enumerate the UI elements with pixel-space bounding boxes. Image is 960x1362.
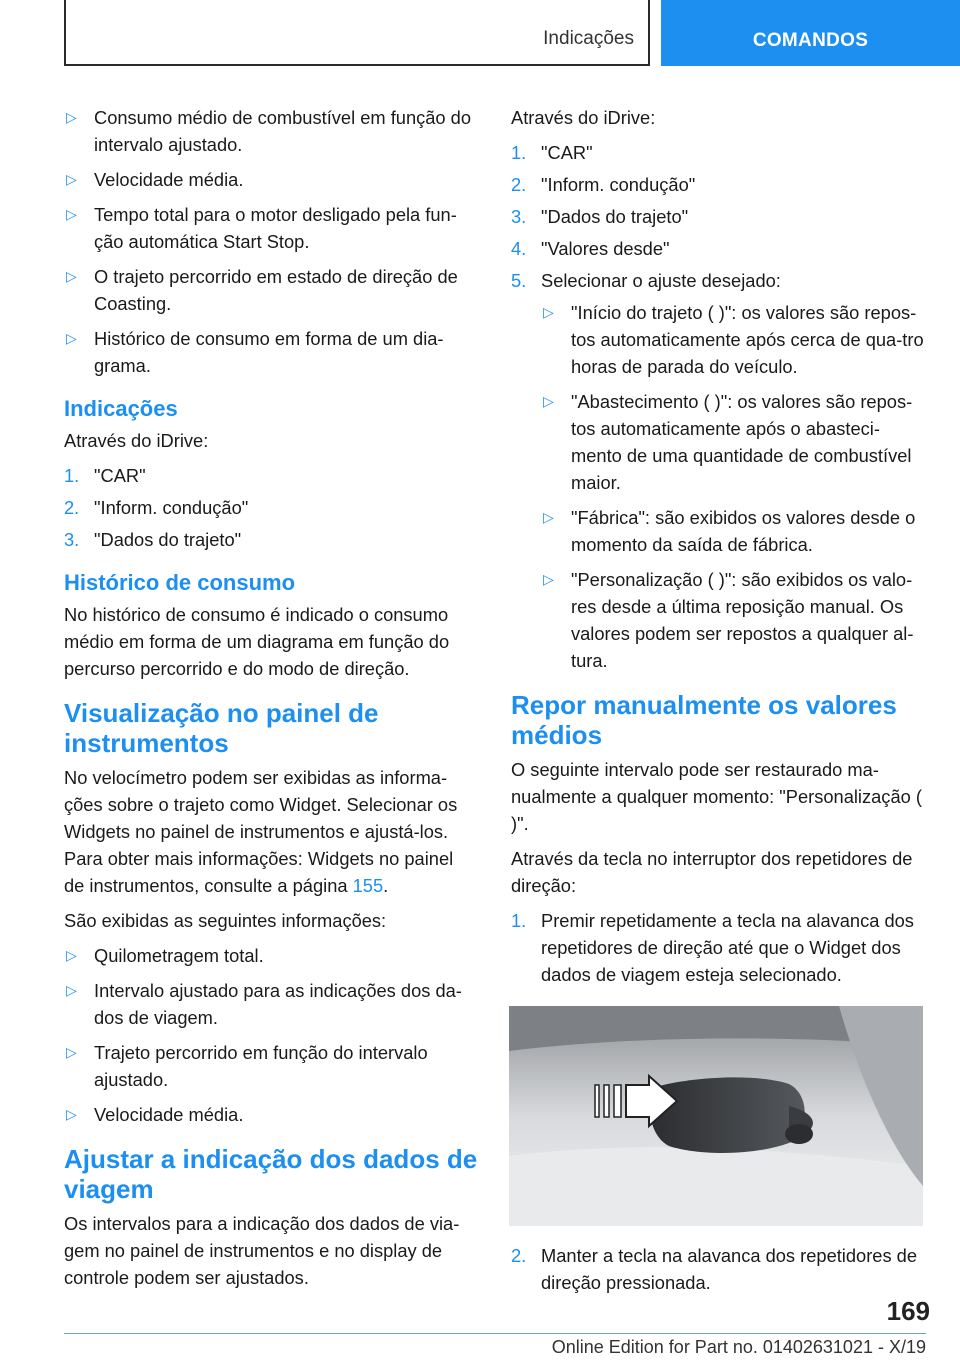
footer-edition: Online Edition for Part no. 01402631021 - X/19 — [551, 1337, 926, 1357]
list-item: 2. "Inform. condução" — [64, 497, 249, 518]
list-item: 2. Manter a tecla na alavanca dos repetidores de direção pressionada. — [511, 1245, 918, 1293]
list-item: 4. "Valores desde" — [511, 238, 670, 259]
bullet-icon: ▷ — [66, 268, 77, 284]
heading-historico: Histórico de consumo — [64, 570, 296, 595]
page-number: 169 — [886, 1296, 930, 1326]
right-column — [511, 104, 929, 1301]
list-item: ▷ Velocidade média. — [64, 1101, 478, 1128]
page-reference-link[interactable]: 155 — [352, 875, 384, 896]
heading-ajustar: Ajustar a indicação dos dados de viagem — [64, 1144, 478, 1204]
heading-indicacoes: Indicações — [64, 396, 178, 421]
header-chapter-label: COMANDOS — [752, 30, 869, 51]
footer-divider — [64, 1333, 926, 1334]
list-item: ▷ Velocidade média. — [64, 166, 478, 193]
header-box — [64, 0, 650, 66]
header-chapter-tab[interactable] — [661, 0, 960, 66]
list-item: ▷ O trajeto percorrido em estado de direção de Coasting. — [64, 263, 478, 317]
bullet-icon: ▷ — [543, 304, 554, 320]
list-item: ▷ "Fábrica": são exibidos os valores desde o momento da saída de fábrica. — [541, 504, 929, 558]
list-item: ▷ "Personalização ( )": são exibidos os valo‐res desde a última reposição manual. Os valores podem ser repostos a qualquer al‐tura. — [541, 566, 929, 674]
paragraph: Os intervalos para a indicação dos dados de via‐gem no painel de instrumentos e no display de controle podem ser ajustados. — [64, 1213, 460, 1288]
paragraph: Através do iDrive: — [511, 107, 656, 128]
bullet-icon: ▷ — [543, 509, 554, 525]
paragraph: O seguinte intervalo pode ser restaurado ma‐nualmente a qualquer momento: "Personalização ( )". — [511, 759, 922, 834]
bullet-icon: ▷ — [66, 206, 77, 222]
list-item: 1. "CAR" — [511, 142, 593, 163]
paragraph: Através da tecla no interruptor dos repetidores de direção: — [511, 848, 913, 896]
bullet-icon: ▷ — [66, 1044, 77, 1060]
bullet-icon: ▷ — [66, 109, 77, 125]
header-section-title: Indicações — [543, 28, 634, 49]
turn-signal-lever-illustration — [509, 1006, 923, 1226]
list-item: 1. Premir repetidamente a tecla na alavanca dos repetidores de direção até que o Widget dos dados de viagem esteja selecionado. — [511, 910, 914, 985]
paragraph: São exibidas as seguintes informações: — [64, 910, 387, 931]
left-column — [64, 104, 478, 1299]
bullet-icon: ▷ — [66, 982, 77, 998]
list-item: 5. Selecionar o ajuste desejado: — [511, 270, 781, 291]
paragraph: Através do iDrive: — [64, 430, 209, 451]
bullet-icon: ▷ — [543, 393, 554, 409]
sub-options-list — [511, 299, 929, 674]
paragraph: No histórico de consumo é indicado o consumo médio em forma de um diagrama em função do percurso percorrido e do modo de direção. — [64, 604, 450, 679]
list-item: ▷ Histórico de consumo em forma de um dia‐grama. — [64, 325, 478, 379]
list-item: ▷ Consumo médio de combustível em função do intervalo ajustado. — [64, 104, 478, 158]
list-item: ▷ Intervalo ajustado para as indicações dos da‐dos de viagem. — [64, 977, 478, 1031]
bullet-icon: ▷ — [66, 947, 77, 963]
list-item: ▷ "Abastecimento ( )": os valores são repos‐tos automaticamente após o abasteci‐mento de uma quantidade de combustível maior. — [541, 388, 929, 496]
list-item: 1. "CAR" — [64, 465, 146, 486]
list-item: ▷ "Início do trajeto ( )": os valores são repos‐tos automaticamente após cerca de qua‐tro horas de parada do veículo. — [541, 299, 929, 380]
bullet-icon: ▷ — [66, 171, 77, 187]
list-item: ▷ Tempo total para o motor desligado pela fun‐ção automática Start Stop. — [64, 201, 478, 255]
heading-repor: Repor manualmente os valores médios — [511, 690, 897, 750]
list-item: 3. "Dados do trajeto" — [64, 529, 242, 550]
list-item: ▷ Quilometragem total. — [64, 942, 478, 969]
heading-visualizacao: Visualização no painel de instrumentos — [64, 698, 379, 758]
list-item: ▷ Trajeto percorrido em função do intervalo ajustado. — [64, 1039, 478, 1093]
bullet-icon: ▷ — [66, 330, 77, 346]
paragraph: No velocímetro podem ser exibidas as informa‐ções sobre o trajeto como Widget. Selecionar os Widgets no painel de instrumentos e ajustá-los. Para obter mais informações: Widgets no painel de instrumentos, consulte a página 155. — [64, 767, 458, 896]
list-item: 3. "Dados do trajeto" — [511, 206, 689, 227]
bullet-icon: ▷ — [543, 571, 554, 587]
list-item: 2. "Inform. condução" — [511, 174, 696, 195]
bullet-icon: ▷ — [66, 1106, 77, 1122]
